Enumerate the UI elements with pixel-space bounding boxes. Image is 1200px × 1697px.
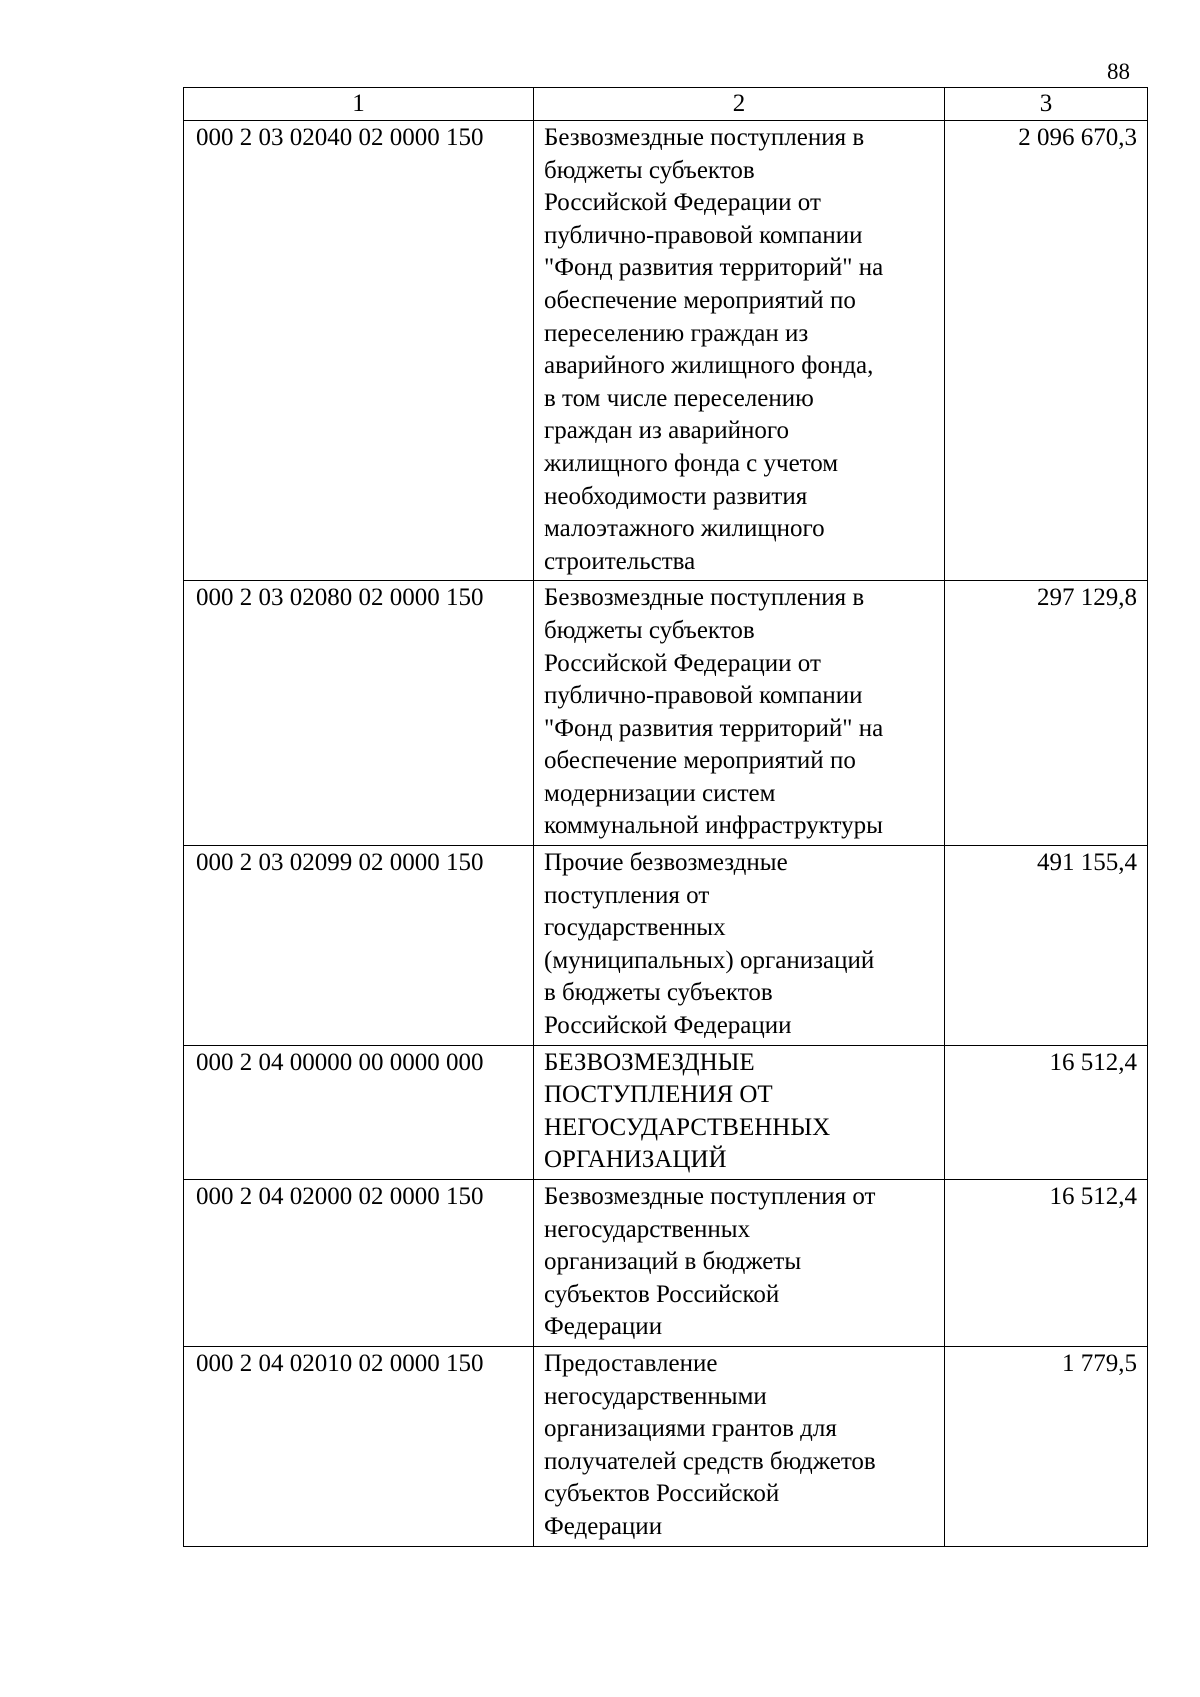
table-row [184,1346,1148,1546]
table-body [184,121,1148,1547]
description-line: ОРГАНИЗАЦИЙ [544,1146,727,1174]
budget-code-cell: 000 2 03 02040 02 0000 150 [184,121,534,581]
budget-code-cell: 000 2 03 02099 02 0000 150 [184,846,534,1046]
table-row [184,121,1148,581]
budget-code-cell: 000 2 03 02080 02 0000 150 [184,581,534,846]
description-line: малоэтажного жилищного [544,515,825,543]
description-text [544,582,936,843]
column-header-code: 1 [184,88,534,121]
description-line: обеспечение мероприятий по [544,747,856,775]
amount-cell: 16 512,4 [945,1180,1148,1347]
description-line: в том числе переселению [544,384,814,412]
description-text [544,1181,936,1344]
description-line: обеспечение мероприятий по [544,286,856,314]
header-row [184,88,1148,121]
description-line: бюджеты субъектов [544,156,755,184]
description-line: модернизации систем [544,779,776,807]
description-line: субъектов Российской [544,1280,780,1308]
page-number: 88 [1107,59,1130,84]
table-row [184,1180,1148,1347]
description-cell [534,846,945,1046]
description-line: субъектов Российской [544,1480,780,1508]
description-line: переселению граждан из [544,319,809,347]
description-line: получателей средств бюджетов [544,1447,876,1475]
description-line: необходимости развития [544,482,808,510]
description-line: негосударственных [544,1215,751,1243]
amount-cell: 491 155,4 [945,846,1148,1046]
amount-cell: 1 779,5 [945,1346,1148,1546]
description-line: негосударственными [544,1382,767,1410]
table-header [184,88,1148,121]
description-line: публично-правовой компании [544,682,863,710]
table-row [184,1045,1148,1179]
amount-cell: 297 129,8 [945,581,1148,846]
description-cell [534,121,945,581]
description-line: жилищного фонда с учетом [544,449,839,477]
description-line: Безвозмездные поступления в [544,124,865,151]
description-line: Прочие безвозмездные [544,849,788,877]
amount-cell: 2 096 670,3 [945,121,1148,581]
description-text [544,122,936,578]
description-line: организациями грантов для [544,1415,837,1443]
description-line: граждан из аварийного [544,417,790,445]
description-line: Безвозмездные поступления в [544,584,865,612]
description-line: Предоставление [544,1349,718,1377]
description-line: Безвозмездные поступления от [544,1183,876,1210]
column-header-amount: 3 [945,88,1148,121]
description-text [544,1047,936,1177]
description-line: поступления от [544,881,710,909]
description-line: НЕГОСУДАРСТВЕННЫХ [544,1113,831,1141]
description-line: Федерации [544,1313,663,1341]
description-line: коммунальной инфраструктуры [544,812,883,840]
description-line: ПОСТУПЛЕНИЯ ОТ [544,1081,773,1109]
description-line: Российской Федерации от [544,189,821,217]
description-line: бюджеты субъектов [544,616,755,644]
description-line: государственных [544,914,726,942]
description-line: Федерации [544,1512,663,1540]
description-line: в бюджеты субъектов [544,979,773,1007]
description-line: "Фонд развития территорий" на [544,254,884,282]
description-line: Российской Федерации от [544,649,821,677]
budget-code-cell: 000 2 04 02010 02 0000 150 [184,1346,534,1546]
budget-code-cell: 000 2 04 00000 00 0000 000 [184,1045,534,1179]
budget-revenue-table [183,87,1148,1547]
table-row [184,846,1148,1046]
amount-cell: 16 512,4 [945,1045,1148,1179]
description-cell [534,1180,945,1347]
description-cell [534,1346,945,1546]
description-text [544,1348,936,1544]
column-header-description: 2 [534,88,945,121]
description-line: БЕЗВОЗМЕЗДНЫЕ [544,1048,755,1076]
description-line: публично-правовой компании [544,221,863,249]
description-text [544,847,936,1043]
description-line: строительства [544,547,696,575]
description-line: (муниципальных) организаций [544,946,875,974]
description-line: аварийного жилищного фонда, [544,352,874,380]
description-cell [534,581,945,846]
table-row [184,581,1148,846]
description-line: организаций в бюджеты [544,1248,802,1276]
description-line: Российской Федерации [544,1012,792,1040]
description-cell [534,1045,945,1179]
description-line: "Фонд развития территорий" на [544,714,884,742]
budget-code-cell: 000 2 04 02000 02 0000 150 [184,1180,534,1347]
